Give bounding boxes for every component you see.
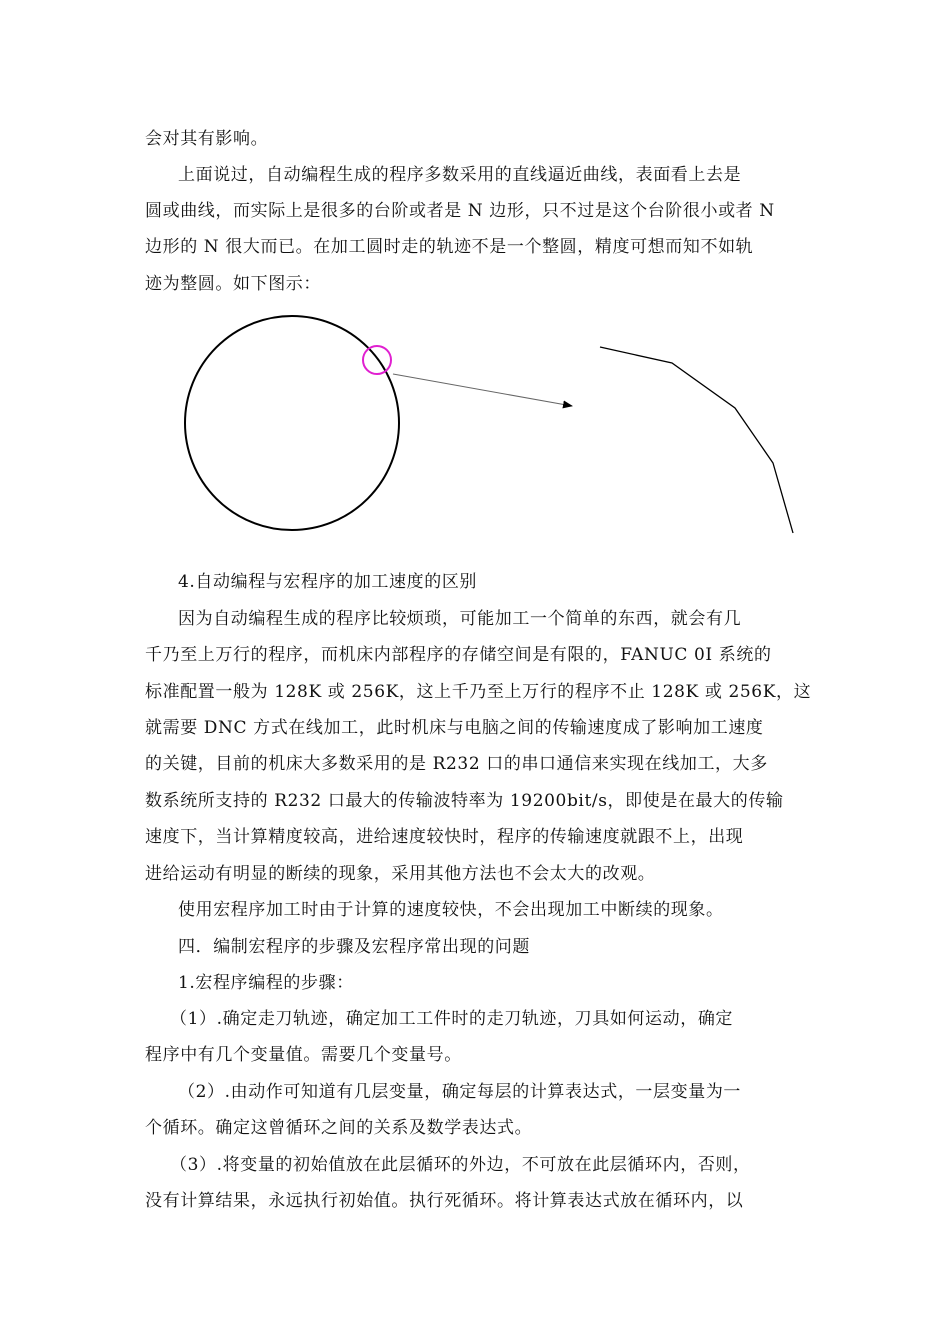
paragraph-line: 使用宏程序加工时由于计算的速度较快，不会出现加工中断续的现象。	[178, 900, 724, 920]
section-heading: 四．编制宏程序的步骤及宏程序常出现的问题	[178, 937, 530, 957]
paragraph-line: 迹为整圆。如下图示：	[145, 274, 321, 294]
paragraph-line: 边形的 N 很大而已。在加工圆时走的轨迹不是一个整圆，精度可想而知不如轨	[145, 237, 754, 257]
paragraph-line: 标准配置一般为 128K 或 256K，这上千乃至上万行的程序不止 128K 或 256K，这	[145, 682, 812, 702]
step-line: 没有计算结果，永远执行初始值。执行死循环。将计算表达式放在循环内，以	[145, 1191, 744, 1211]
paragraph-line: 千乃至上万行的程序，而机床内部程序的存储空间是有限的，FANUC 0I 系统的	[145, 645, 772, 665]
step-line: （2）.由动作可知道有几层变量，确定每层的计算表达式，一层变量为一	[178, 1082, 742, 1102]
polygon-segment-detail	[600, 347, 793, 533]
step-line: 个循环。确定这曾循环之间的关系及数学表达式。	[145, 1118, 533, 1138]
paragraph-line: 上面说过，自动编程生成的程序多数采用的直线逼近曲线，表面看上去是	[178, 165, 742, 185]
step-line: （1）.确定走刀轨迹，确定加工工件时的走刀轨迹，刀具如何运动，确定	[170, 1009, 734, 1029]
paragraph-line: 会对其有影响。	[145, 129, 269, 149]
full-circle	[185, 316, 399, 530]
zoom-highlight-circle	[363, 346, 391, 374]
paragraph-line: 就需要 DNC 方式在线加工，此时机床与电脑之间的传输速度成了影响加工速度	[145, 718, 764, 738]
paragraph-line: 进给运动有明显的断续的现象，采用其他方法也不会太大的改观。	[145, 864, 656, 884]
paragraph-line: 速度下，当计算精度较高，进给速度较快时，程序的传输速度就跟不上，出现	[145, 827, 744, 847]
paragraph-line: 圆或曲线，而实际上是很多的台阶或者是 N 边形，只不过是这个台阶很小或者 N	[145, 201, 775, 221]
step-line: 程序中有几个变量值。需要几个变量号。	[145, 1045, 462, 1065]
step-line: （3）.将变量的初始值放在此层循环的外边，不可放在此层循环内，否则，	[170, 1155, 751, 1175]
section-heading: 4.自动编程与宏程序的加工速度的区别	[178, 572, 478, 592]
figure-svg	[170, 300, 810, 545]
paragraph-line: 因为自动编程生成的程序比较烦琐，可能加工一个简单的东西，就会有几	[178, 609, 742, 629]
circle-approximation-figure	[170, 300, 810, 545]
zoom-arrow	[393, 374, 572, 406]
subsection-heading: 1.宏程序编程的步骤：	[178, 973, 354, 993]
paragraph-line: 数系统所支持的 R232 口最大的传输波特率为 19200bit/s，即使是在最大的传输	[145, 791, 784, 811]
paragraph-line: 的关键，目前的机床大多数采用的是 R232 口的串口通信来实现在线加工，大多	[145, 754, 768, 774]
